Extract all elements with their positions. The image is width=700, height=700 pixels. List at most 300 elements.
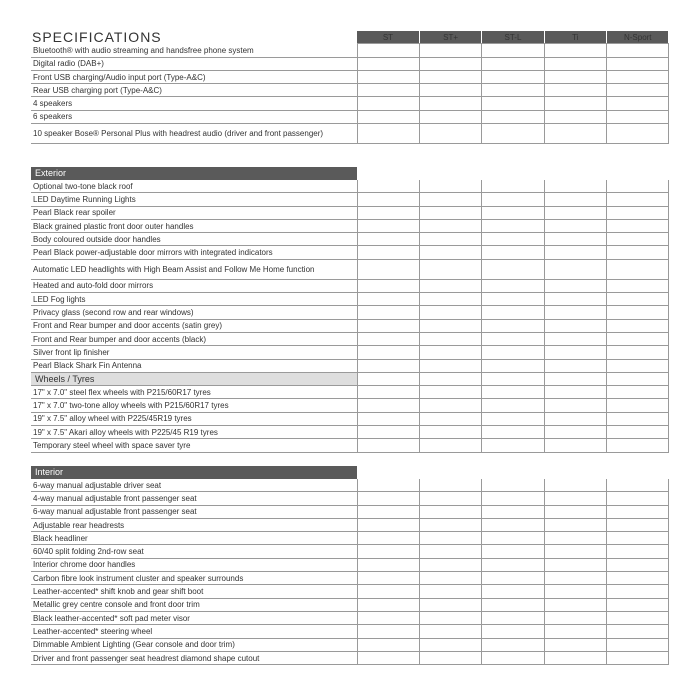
grade-cell — [607, 346, 669, 359]
grade-cell — [357, 598, 419, 611]
grade-cell — [357, 279, 419, 292]
table-row — [31, 206, 669, 219]
feature-label: Body coloured outside door handles — [31, 233, 357, 246]
table-row — [31, 84, 669, 97]
grade-cell — [419, 233, 481, 246]
grade-cell — [607, 293, 669, 306]
grade-cell — [607, 259, 669, 279]
grade-cell — [544, 651, 606, 664]
table-row — [31, 532, 669, 545]
feature-label: Metallic grey centre console and front door trim — [31, 598, 357, 611]
grade-cell — [607, 70, 669, 83]
table-row — [31, 180, 669, 193]
table-row — [31, 558, 669, 571]
feature-label: 6-way manual adjustable driver seat — [31, 479, 357, 492]
grade-cell — [419, 293, 481, 306]
feature-label: Privacy glass (second row and rear windows) — [31, 306, 357, 319]
grade-cell — [419, 572, 481, 585]
grade-cell — [419, 558, 481, 571]
table-row — [31, 492, 669, 505]
grade-header-st-plus: ST+ — [419, 31, 481, 44]
grade-cell — [419, 585, 481, 598]
grade-cell — [357, 505, 419, 518]
grade-cell — [607, 219, 669, 232]
grade-cell — [544, 70, 606, 83]
table-row — [31, 479, 669, 492]
grade-cell — [544, 193, 606, 206]
grade-cell — [482, 518, 544, 531]
grade-cell — [544, 585, 606, 598]
grade-cell — [544, 505, 606, 518]
feature-label: Silver front lip finisher — [31, 346, 357, 359]
interior-spec-table — [31, 466, 669, 665]
grade-cell — [482, 585, 544, 598]
grade-cell — [357, 545, 419, 558]
grade-cell — [419, 412, 481, 425]
grade-cell — [357, 219, 419, 232]
feature-label: 19" x 7.5" alloy wheel with P225/45R19 tyres — [31, 412, 357, 425]
grade-cell — [607, 532, 669, 545]
grade-cell — [607, 598, 669, 611]
grade-cell — [357, 386, 419, 399]
feature-label: LED Daytime Running Lights — [31, 193, 357, 206]
grade-cell — [419, 57, 481, 70]
grade-cell — [482, 346, 544, 359]
table-row — [31, 359, 669, 372]
grade-cell — [357, 306, 419, 319]
feature-label: Black leather-accented* soft pad meter visor — [31, 611, 357, 624]
grade-cell — [419, 219, 481, 232]
feature-label: Rear USB charging port (Type-A&C) — [31, 84, 357, 97]
grade-cell — [544, 279, 606, 292]
grade-cell — [607, 206, 669, 219]
feature-label: Black headliner — [31, 532, 357, 545]
interior-rows — [31, 479, 669, 665]
grade-cell — [357, 233, 419, 246]
table-row — [31, 97, 669, 110]
grade-cell — [607, 439, 669, 452]
grade-cell — [357, 70, 419, 83]
feature-label: 6-way manual adjustable front passenger seat — [31, 505, 357, 518]
grade-cell — [544, 57, 606, 70]
feature-label: Front and Rear bumper and door accents (satin grey) — [31, 319, 357, 332]
grade-cell — [357, 193, 419, 206]
grade-cell — [482, 306, 544, 319]
table-row — [31, 279, 669, 292]
feature-label: 4-way manual adjustable front passenger seat — [31, 492, 357, 505]
table-row — [31, 259, 669, 279]
table-row — [31, 319, 669, 332]
feature-label: Temporary steel wheel with space saver tyre — [31, 439, 357, 452]
grade-cell — [419, 70, 481, 83]
grade-cell — [607, 359, 669, 372]
grade-cell — [607, 180, 669, 193]
grade-cell — [482, 70, 544, 83]
grade-cell — [544, 572, 606, 585]
grade-cell — [607, 193, 669, 206]
feature-label: 17" x 7.0" steel flex wheels with P215/60R17 tyres — [31, 386, 357, 399]
grade-cell — [419, 110, 481, 123]
grade-cell — [544, 206, 606, 219]
grade-cell — [419, 625, 481, 638]
feature-label: Pearl Black power-adjustable door mirrors with integrated indicators — [31, 246, 357, 259]
table-row — [31, 110, 669, 123]
grade-cell — [482, 532, 544, 545]
grade-cell — [607, 572, 669, 585]
grade-cell — [607, 332, 669, 345]
grade-cell — [544, 319, 606, 332]
audio-spec-table — [31, 31, 669, 144]
grade-cell — [357, 206, 419, 219]
audio-rows — [31, 44, 669, 144]
grade-cell — [607, 426, 669, 439]
grade-cell — [607, 306, 669, 319]
feature-label: 60/40 split folding 2nd-row seat — [31, 545, 357, 558]
grade-cell — [357, 585, 419, 598]
grade-cell — [544, 332, 606, 345]
grade-cell — [544, 219, 606, 232]
grade-cell — [419, 399, 481, 412]
grade-cell — [482, 293, 544, 306]
grade-cell — [482, 505, 544, 518]
grade-cell — [357, 611, 419, 624]
interior-heading: Interior — [31, 466, 357, 479]
grade-cell — [482, 479, 544, 492]
grade-cell — [482, 359, 544, 372]
grade-cell — [482, 110, 544, 123]
grade-cell — [544, 124, 606, 144]
grade-cell — [607, 585, 669, 598]
wheels-section-row — [31, 372, 669, 385]
exterior-rows — [31, 180, 669, 372]
grade-cell — [357, 426, 419, 439]
feature-label: Black grained plastic front door outer handles — [31, 219, 357, 232]
grade-cell — [607, 97, 669, 110]
table-row — [31, 545, 669, 558]
grade-cell — [544, 598, 606, 611]
grade-cell — [607, 558, 669, 571]
grade-cell — [482, 84, 544, 97]
grade-cell — [419, 84, 481, 97]
grade-cell — [419, 246, 481, 259]
grade-cell — [607, 492, 669, 505]
feature-label: Automatic LED headlights with High Beam Assist and Follow Me Home function — [31, 259, 357, 279]
feature-label: Leather-accented* shift knob and gear shift boot — [31, 585, 357, 598]
table-row — [31, 346, 669, 359]
feature-label: Front USB charging/Audio input port (Type-A&C) — [31, 70, 357, 83]
grade-cell — [482, 426, 544, 439]
grade-cell — [482, 206, 544, 219]
grade-cell — [607, 651, 669, 664]
wheels-heading: Wheels / Tyres — [31, 372, 357, 385]
grade-cell — [544, 412, 606, 425]
grade-cell — [482, 638, 544, 651]
feature-label: Interior chrome door handles — [31, 558, 357, 571]
grade-cell — [544, 359, 606, 372]
grade-cell — [419, 426, 481, 439]
table-row — [31, 124, 669, 144]
feature-label: Leather-accented* steering wheel — [31, 625, 357, 638]
grade-cell — [357, 44, 419, 57]
table-row — [31, 399, 669, 412]
grade-cell — [544, 110, 606, 123]
feature-label: Pearl Black Shark Fin Antenna — [31, 359, 357, 372]
grade-cell — [357, 359, 419, 372]
feature-label: 10 speaker Bose® Personal Plus with headrest audio (driver and front passenger) — [31, 124, 357, 144]
table-row — [31, 505, 669, 518]
grade-cell — [419, 479, 481, 492]
grade-cell — [419, 611, 481, 624]
grade-cell — [419, 97, 481, 110]
grade-cell — [607, 399, 669, 412]
grade-cell — [419, 545, 481, 558]
grade-cell — [544, 399, 606, 412]
grade-cell — [482, 332, 544, 345]
grade-cell — [419, 306, 481, 319]
grade-cell — [357, 97, 419, 110]
grade-cell — [419, 180, 481, 193]
grade-header-st-l: ST-L — [482, 31, 544, 44]
grade-cell — [357, 57, 419, 70]
grade-cell — [357, 492, 419, 505]
feature-label: 19" x 7.5" Akari alloy wheels with P225/45 R19 tyres — [31, 426, 357, 439]
grade-cell — [544, 259, 606, 279]
grade-cell — [544, 518, 606, 531]
feature-label: LED Fog lights — [31, 293, 357, 306]
grade-cell — [419, 518, 481, 531]
table-row — [31, 412, 669, 425]
grade-cell — [482, 246, 544, 259]
grade-cell — [544, 439, 606, 452]
table-row — [31, 246, 669, 259]
table-row — [31, 306, 669, 319]
feature-label: Adjustable rear headrests — [31, 518, 357, 531]
grade-cell — [357, 246, 419, 259]
grade-cell — [482, 219, 544, 232]
grade-cell — [357, 124, 419, 144]
grade-cell — [357, 412, 419, 425]
page-title: SPECIFICATIONS — [32, 29, 162, 45]
interior-section-row — [31, 466, 669, 479]
feature-label: Heated and auto-fold door mirrors — [31, 279, 357, 292]
grade-cell — [357, 572, 419, 585]
grade-header-n-sport: N-Sport — [607, 31, 669, 44]
feature-label: Carbon fibre look instrument cluster and speaker surrounds — [31, 572, 357, 585]
grade-header-ti: Ti — [544, 31, 606, 44]
table-row — [31, 44, 669, 57]
table-row — [31, 219, 669, 232]
grade-header-st: ST — [357, 31, 419, 44]
grade-cell — [482, 399, 544, 412]
grade-cell — [419, 439, 481, 452]
grade-cell — [419, 651, 481, 664]
grade-cell — [607, 246, 669, 259]
grade-cell — [607, 44, 669, 57]
feature-label: Dimmable Ambient Lighting (Gear console and door trim) — [31, 638, 357, 651]
grade-cell — [544, 492, 606, 505]
grade-cell — [544, 84, 606, 97]
grade-cell — [482, 545, 544, 558]
grade-cell — [544, 293, 606, 306]
exterior-heading: Exterior — [31, 167, 357, 180]
grade-cell — [607, 505, 669, 518]
grade-cell — [482, 97, 544, 110]
grade-cell — [357, 558, 419, 571]
table-row — [31, 518, 669, 531]
grade-cell — [482, 44, 544, 57]
feature-label: Driver and front passenger seat headrest diamond shape cutout — [31, 651, 357, 664]
grade-cell — [419, 193, 481, 206]
grade-cell — [357, 84, 419, 97]
grade-cell — [607, 319, 669, 332]
table-row — [31, 611, 669, 624]
grade-cell — [419, 532, 481, 545]
grade-cell — [544, 426, 606, 439]
grade-cell — [482, 492, 544, 505]
table-row — [31, 332, 669, 345]
grade-cell — [482, 319, 544, 332]
grade-cell — [482, 193, 544, 206]
table-row — [31, 70, 669, 83]
grade-cell — [419, 332, 481, 345]
feature-label: 4 speakers — [31, 97, 357, 110]
exterior-section-row — [31, 167, 669, 180]
grade-cell — [482, 572, 544, 585]
grade-cell — [607, 233, 669, 246]
feature-label: Optional two-tone black roof — [31, 180, 357, 193]
grade-cell — [357, 625, 419, 638]
table-row — [31, 625, 669, 638]
grade-cell — [419, 492, 481, 505]
feature-label: Digital radio (DAB+) — [31, 57, 357, 70]
grade-cell — [419, 598, 481, 611]
grade-cell — [607, 545, 669, 558]
grade-cell — [419, 279, 481, 292]
exterior-spec-table — [31, 167, 669, 453]
grade-cell — [482, 259, 544, 279]
grade-cell — [544, 306, 606, 319]
table-row — [31, 638, 669, 651]
grade-cell — [482, 180, 544, 193]
grade-cell — [419, 359, 481, 372]
grade-cell — [482, 57, 544, 70]
grade-cell — [482, 439, 544, 452]
grade-cell — [607, 57, 669, 70]
grade-cell — [357, 293, 419, 306]
grade-cell — [544, 97, 606, 110]
grade-cell — [607, 84, 669, 97]
grade-cell — [357, 110, 419, 123]
grade-cell — [482, 279, 544, 292]
grade-cell — [607, 386, 669, 399]
grade-cell — [482, 386, 544, 399]
table-row — [31, 572, 669, 585]
grade-cell — [357, 532, 419, 545]
grade-cell — [482, 625, 544, 638]
grade-cell — [607, 638, 669, 651]
grade-cell — [482, 412, 544, 425]
grade-cell — [357, 332, 419, 345]
grade-cell — [607, 611, 669, 624]
grade-cell — [419, 386, 481, 399]
grade-cell — [482, 611, 544, 624]
grade-cell — [544, 233, 606, 246]
grade-cell — [607, 479, 669, 492]
grade-cell — [544, 346, 606, 359]
grade-cell — [419, 319, 481, 332]
grade-cell — [419, 44, 481, 57]
grade-cell — [544, 479, 606, 492]
grade-cell — [482, 558, 544, 571]
feature-label: Front and Rear bumper and door accents (black) — [31, 332, 357, 345]
grade-cell — [357, 180, 419, 193]
grade-cell — [607, 412, 669, 425]
grade-cell — [544, 545, 606, 558]
grade-cell — [419, 505, 481, 518]
header-blank — [31, 31, 357, 44]
table-row — [31, 598, 669, 611]
grade-cell — [607, 625, 669, 638]
grade-cell — [419, 638, 481, 651]
feature-label: 17" x 7.0" two-tone alloy wheels with P215/60R17 tyres — [31, 399, 357, 412]
table-row — [31, 651, 669, 664]
grade-cell — [544, 44, 606, 57]
grade-cell — [544, 246, 606, 259]
grade-cell — [419, 346, 481, 359]
table-row — [31, 585, 669, 598]
grade-cell — [607, 124, 669, 144]
grade-cell — [357, 259, 419, 279]
grade-cell — [482, 651, 544, 664]
grade-cell — [544, 532, 606, 545]
grade-cell — [357, 399, 419, 412]
grade-cell — [357, 518, 419, 531]
feature-label: Bluetooth® with audio streaming and handsfree phone system — [31, 44, 357, 57]
grade-cell — [544, 180, 606, 193]
grade-cell — [419, 259, 481, 279]
grade-header-row — [31, 31, 669, 44]
grade-cell — [544, 625, 606, 638]
grade-cell — [482, 598, 544, 611]
wheels-rows — [31, 386, 669, 452]
grade-cell — [482, 124, 544, 144]
grade-cell — [357, 319, 419, 332]
table-row — [31, 439, 669, 452]
grade-cell — [419, 124, 481, 144]
grade-cell — [357, 651, 419, 664]
feature-label: Pearl Black rear spoiler — [31, 206, 357, 219]
grade-cell — [544, 638, 606, 651]
grade-cell — [607, 518, 669, 531]
grade-cell — [544, 386, 606, 399]
table-row — [31, 386, 669, 399]
grade-cell — [544, 611, 606, 624]
grade-cell — [357, 479, 419, 492]
feature-label: 6 speakers — [31, 110, 357, 123]
grade-cell — [607, 110, 669, 123]
grade-cell — [419, 206, 481, 219]
table-row — [31, 57, 669, 70]
grade-cell — [357, 346, 419, 359]
table-row — [31, 293, 669, 306]
table-row — [31, 233, 669, 246]
grade-cell — [357, 638, 419, 651]
table-row — [31, 193, 669, 206]
grade-cell — [357, 439, 419, 452]
table-row — [31, 426, 669, 439]
grade-cell — [482, 233, 544, 246]
grade-cell — [544, 558, 606, 571]
